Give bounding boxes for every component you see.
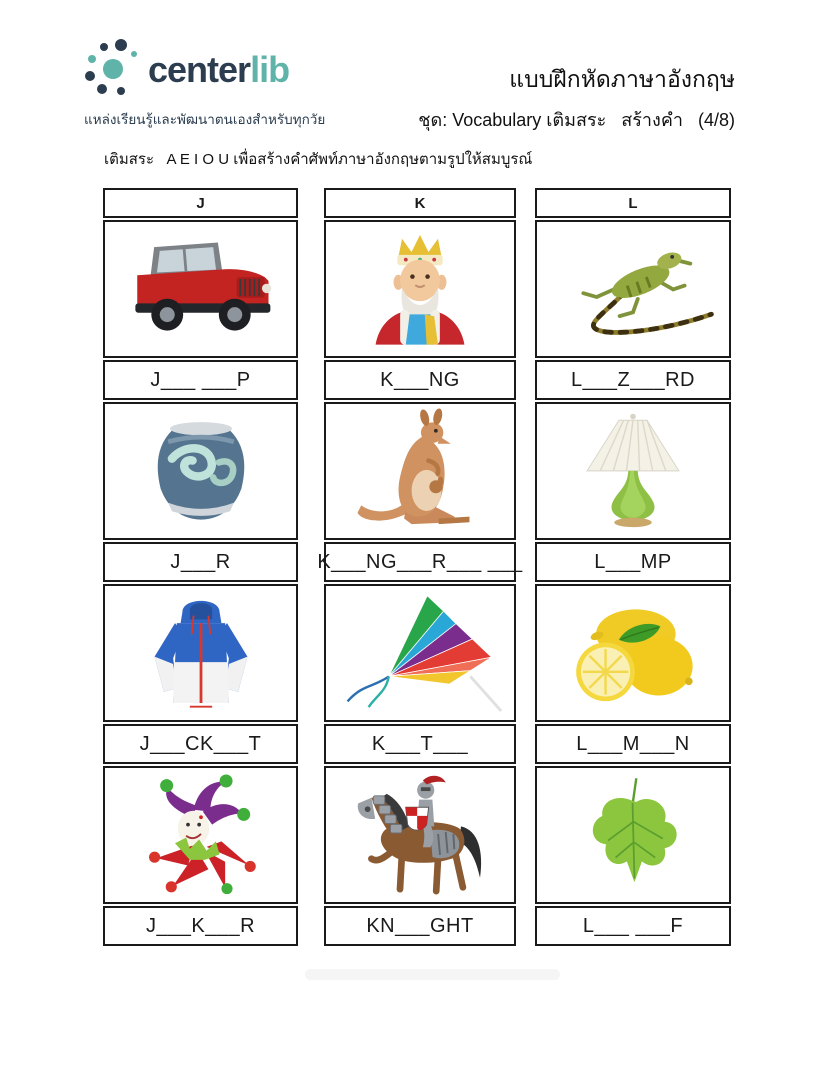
image-cell [103, 402, 298, 540]
king-image [368, 228, 472, 351]
worksheet-grid [103, 188, 731, 948]
answer-cell-joker: J___K___R [103, 906, 298, 946]
lamp-image [572, 409, 694, 534]
joker-image [136, 772, 266, 899]
leaf-image [574, 772, 692, 899]
answer-cell-knight: KN___GHT [324, 906, 516, 946]
answer-cell-jacket: J___CK___T [103, 724, 298, 764]
page-subtitle: ชุด: Vocabulary เติมสระ สร้างคำ (4/8) [418, 110, 735, 130]
answer-cell-king: K___NG [324, 360, 516, 400]
answer-cell-lamp: L___MP [535, 542, 731, 582]
answer-cell-jar: J___R [103, 542, 298, 582]
kangaroo-image [350, 408, 490, 535]
knight-image [339, 771, 501, 900]
column-header-l: L [535, 188, 731, 218]
page-title: แบบฝึกหัดภาษาอังกฤษ [509, 66, 735, 92]
image-cell [324, 220, 516, 358]
image-cell [103, 584, 298, 722]
answer-cell-leaf: L___ ___F [535, 906, 731, 946]
image-cell [324, 766, 516, 904]
centerlib-logo-icon [84, 38, 140, 101]
image-cell [324, 402, 516, 540]
answer-cell-kangaroo: K___NG___R___ ___ [324, 542, 516, 582]
column-table-l [535, 188, 731, 948]
instruction-text: เติมสระ A E I O U เพื่อสร้างคำศัพท์ภาษาอังกฤษตามรูปให้สมบูรณ์ [104, 151, 533, 168]
image-cell [535, 220, 731, 358]
answer-cell-lemon: L___M___N [535, 724, 731, 764]
faint-print-artifact [305, 969, 560, 980]
lizard-image [547, 232, 719, 347]
image-cell [103, 220, 298, 358]
image-cell [535, 584, 731, 722]
lemon-image [562, 594, 704, 713]
jar-image [140, 413, 262, 530]
column-table-k [317, 188, 523, 948]
answer-cell-lizard: L___Z___RD [535, 360, 731, 400]
kite-image [336, 588, 504, 718]
logo-tagline: แหล่งเรียนรู้และพัฒนาตนเองสำหรับทุกวัย [84, 112, 326, 127]
image-cell [535, 402, 731, 540]
logo-wordmark [148, 48, 290, 90]
logo-text-center: center [148, 48, 251, 90]
column-header-j: J [103, 188, 298, 218]
image-cell [103, 766, 298, 904]
column-table-j [103, 188, 298, 948]
answer-cell-kite: K___T___ [324, 724, 516, 764]
jeep-image [126, 234, 276, 344]
answer-cell-jeep: J___ ___P [103, 360, 298, 400]
image-cell [324, 584, 516, 722]
centerlib-logo [84, 38, 325, 130]
jacket-image [136, 591, 266, 716]
title-block [418, 62, 735, 134]
logo-text-lib: lib [250, 48, 290, 90]
column-header-k: K [324, 188, 516, 218]
image-cell [535, 766, 731, 904]
